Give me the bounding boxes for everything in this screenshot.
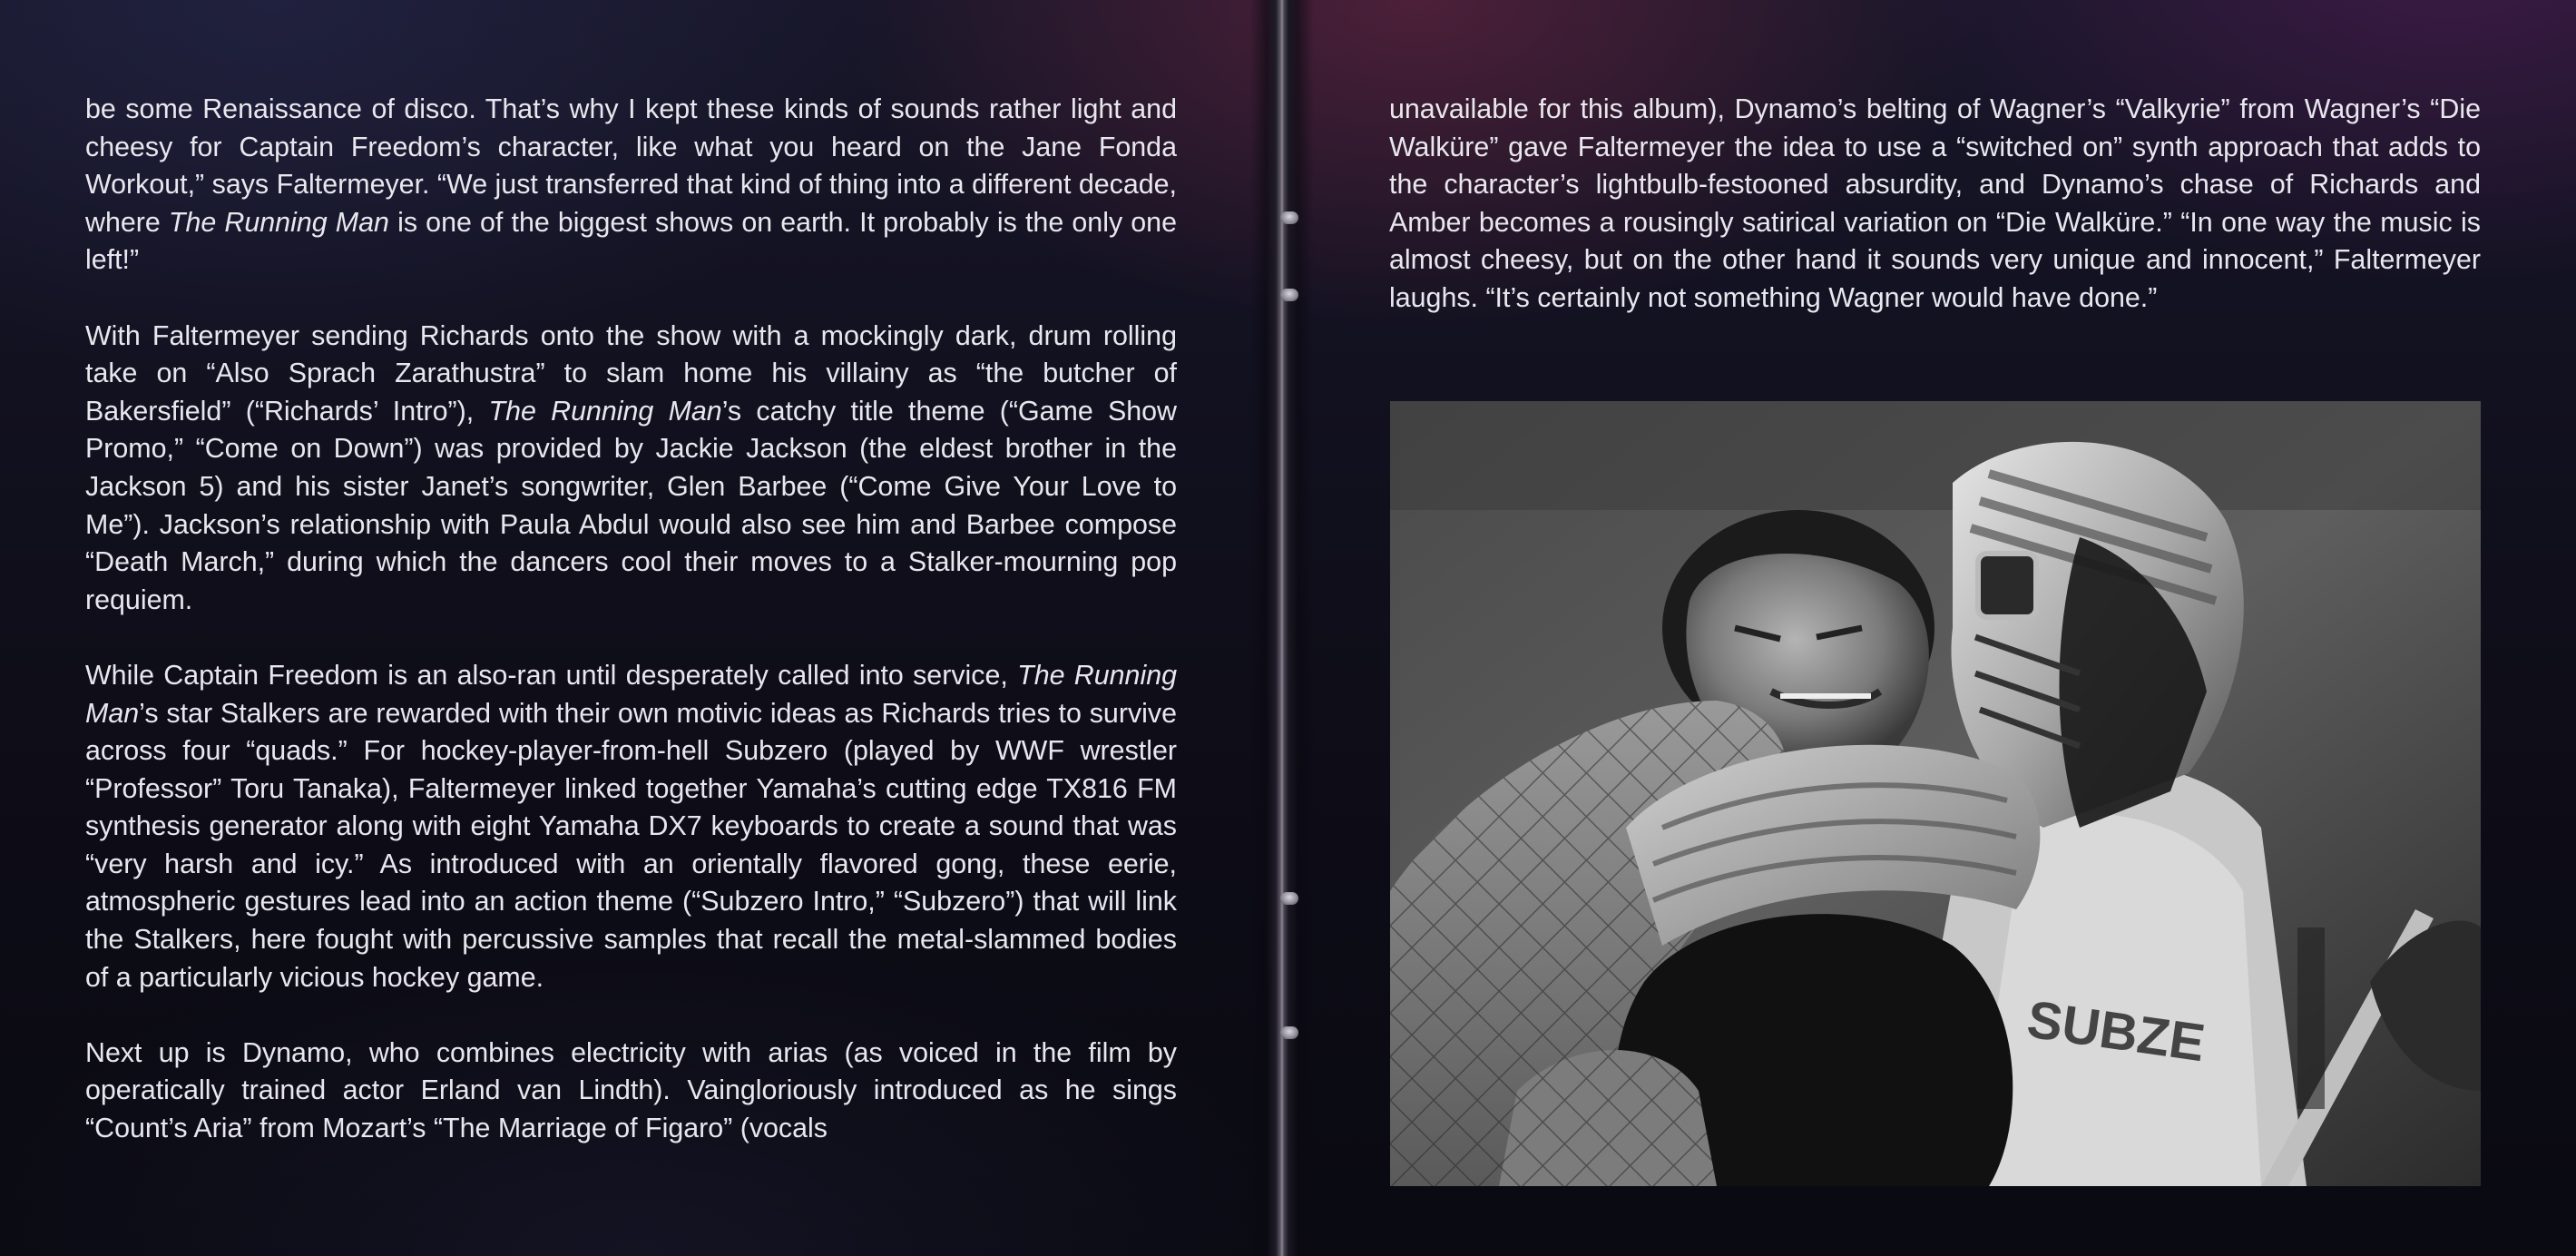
paragraph-text: While Captain Freedom is an also-ran until desperately called into service, xyxy=(85,659,1018,691)
film-still-photo xyxy=(1390,401,2481,1186)
left-text-column xyxy=(85,91,1177,1185)
photo-illustration xyxy=(1390,401,2481,1186)
paragraph-text: Next up is Dynamo, who combines electricity with arias (as voiced in the film by operatically trained actor Erland van Lindth). Vaingloriously introduced as he sings “Count’s Aria” from Mozart’s “The Marriage of Figaro” (vocals xyxy=(85,1036,1177,1144)
body-paragraph xyxy=(85,1035,1177,1148)
italic-title-text: The Running Man xyxy=(85,659,1177,729)
left-page xyxy=(0,0,1270,1256)
italic-title-text: The Running Man xyxy=(488,395,722,427)
body-paragraph xyxy=(85,91,1177,280)
body-paragraph xyxy=(85,318,1177,620)
paragraph-text: ’s catchy title theme (“Game Show Promo,” “Come on Down”) was provided by Jackie Jackson (the eldest brother in the Jackson 5) and his sister Janet’s songwriter, Glen Barbee (“Come Give Your Love to Me”). Jackson’s relationship with Paula Abdul would also see him and Barbee compose “Death March,” during which the dancers cool their moves to a Stalker-mourning pop requiem. xyxy=(85,395,1177,615)
jersey-lettering: SUBZE xyxy=(2023,989,2209,1074)
right-page xyxy=(1292,0,2576,1256)
paragraph-text: ’s star Stalkers are rewarded with their own motivic ideas as Richards tries to survive across four “quads.” For hockey-player-from-hell Subzero (played by WWF wrestler “Professor” Toru Tanaka), Faltermeyer linked together Yamaha’s cutting edge TX816 FM synthesis generator along with eight Yamaha DX7 keyboards to create a sound that was “very harsh and icy.” As introduced with an orientally flavored gong, these eerie, atmospheric gestures lead into an action theme (“Subzero Intro,” “Subzero”) that will link the Stalkers, here fought with percussive samples that recall the metal-slammed bodies of a particularly vicious hockey game. xyxy=(85,697,1177,993)
italic-title-text: The Running Man xyxy=(168,206,389,238)
right-text-column xyxy=(1389,91,2481,355)
paragraph-text: is one of the biggest shows on earth. It probably is the only one left!” xyxy=(85,206,1177,276)
paragraph-text: be some Renaissance of disco. That’s why I kept these kinds of sounds rather light and cheesy for Captain Freedom’s character, like what you heard on the Jane Fonda Workout,” says Faltermeyer. “We just transferred that kind of thing into a different decade, where xyxy=(85,93,1177,238)
paragraph-text: With Faltermeyer sending Richards onto the show with a mockingly dark, drum rolling take on “Also Sprach Zarathustra” to slam home his villainy as “the butcher of Bakersfield” (“Richards’ Intro”), xyxy=(85,319,1177,427)
body-paragraph xyxy=(1389,91,2481,318)
body-paragraph xyxy=(85,657,1177,996)
paragraph-text: unavailable for this album), Dynamo’s belting of Wagner’s “Valkyrie” from Wagner’s “Die Walküre” gave Faltermeyer the idea to use a “switched on” synth approach that adds to the character’s lightbulb-festooned absurdity, and Dynamo’s chase of Richards and Amber becomes a rousingly satirical variation on “Die Walküre.” “In one way the music is almost cheesy, but on the other hand it sounds very unique and innocent,” Faltermeyer laughs. “It’s certainly not something Wagner would have done.” xyxy=(1389,93,2481,313)
